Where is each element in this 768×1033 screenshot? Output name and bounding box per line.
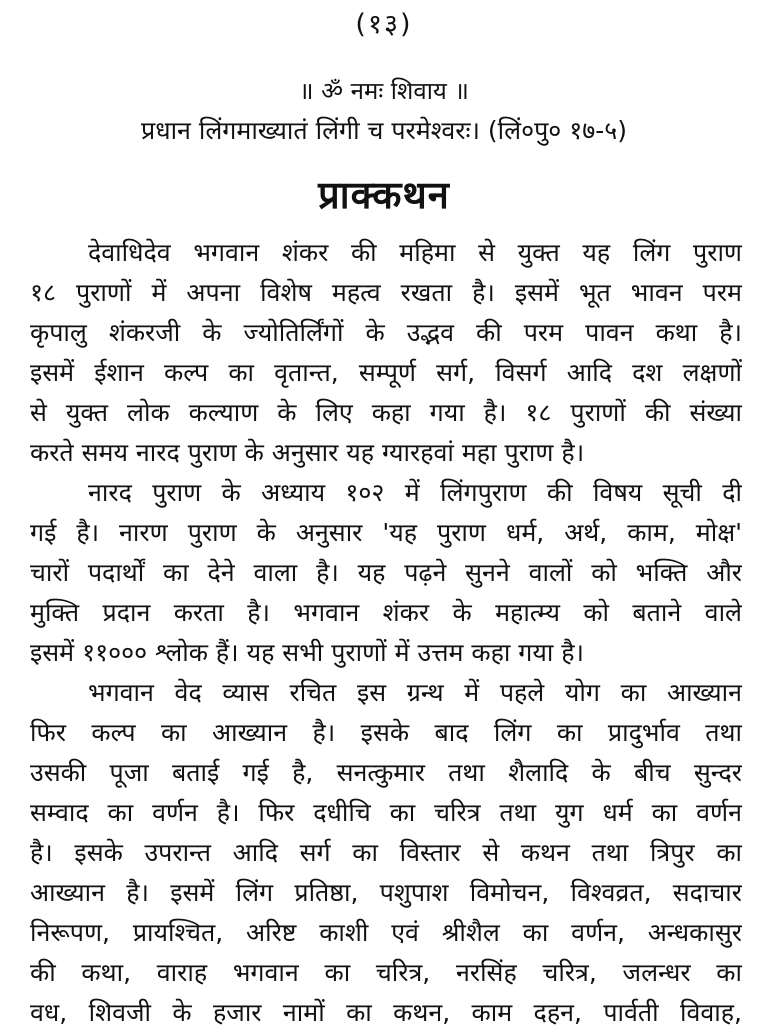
text-line: नारद पुराण के अध्याय १०२ में लिंगपुराण की विषय सूची दी	[88, 478, 742, 507]
section-heading: प्राक्कथन	[318, 173, 450, 217]
text-line: सम्वाद का वर्णन है। फिर दधीचि का चरित्र तथा युग धर्म का वर्णन	[30, 798, 742, 827]
text-line: करते समय नारद पुराण के अनुसार यह ग्यारहवां महा पुराण है।	[30, 438, 585, 467]
text-line: चारों पदार्थों का देने वाला है। यह पढ़ने सुनने वालों को भक्ति और	[30, 558, 742, 587]
text-line: इसमें ईशान कल्प का वृतान्त, सम्पूर्ण सर्ग, विसर्ग आदि दश लक्षणों	[30, 358, 742, 387]
text-line: फिर कल्प का आख्यान है। इसके बाद लिंग का प्रादुर्भाव तथा	[30, 718, 742, 747]
text-line: देवाधिदेव भगवान शंकर की महिमा से युक्त यह लिंग पुराण	[88, 238, 742, 267]
page-number: (१३)	[355, 9, 413, 40]
text-line: उसकी पूजा बताई गई है, सनत्कुमार तथा शैलादि के बीच सुन्दर	[30, 758, 742, 787]
text-line: है। इसके उपरान्त आदि सर्ग का विस्तार से कथन तथा त्रिपुर का	[30, 838, 742, 867]
text-line: कृपालु शंकरजी के ज्योतिर्लिंगों के उद्भव की परम पावन कथा है।	[30, 318, 742, 347]
text-line: १८ पुराणों में अपना विशेष महत्व रखता है। इसमें भूत भावन परम	[30, 278, 742, 307]
text-line: की कथा, वाराह भगवान का चरित्र, नरसिंह चरित्र, जलन्धर का	[30, 958, 742, 987]
text-line: इसमें ११००० श्लोक हैं। यह सभी पुराणों में उत्तम कहा गया है।	[30, 638, 585, 667]
text-line: मुक्ति प्रदान करता है। भगवान शंकर के महात्म्य को बताने वाले	[30, 598, 742, 627]
text-line: आख्यान है। इसमें लिंग प्रतिष्ठा, पशुपाश विमोचन, विश्वव्रत, सदाचार	[30, 878, 742, 907]
text-line: वध, शिवजी के हजार नामों का कथन, काम दहन, पार्वती विवाह,	[30, 998, 742, 1027]
text-line: गई है। नारण पुराण के अनुसार 'यह पुराण धर्म, अर्थ, काम, मोक्ष'	[30, 518, 742, 547]
verse-quote: प्रधान लिंगमाख्यातं लिंगी च परमेश्वरः। (लिं०पु० १७-५)	[140, 116, 628, 145]
text-line: निरूपण, प्रायश्चित, अरिष्ट काशी एवं श्रीशैल का वर्णन, अन्धकासुर	[30, 918, 742, 947]
text-line: भगवान वेद व्यास रचित इस ग्रन्थ में पहले योग का आख्यान	[88, 678, 742, 707]
body-text	[30, 233, 742, 1033]
text-line: से युक्त लोक कल्याण के लिए कहा गया है। १८ पुराणों की संख्या	[30, 398, 742, 427]
invocation: ॥ ॐ नमः शिवाय ॥	[299, 77, 469, 105]
